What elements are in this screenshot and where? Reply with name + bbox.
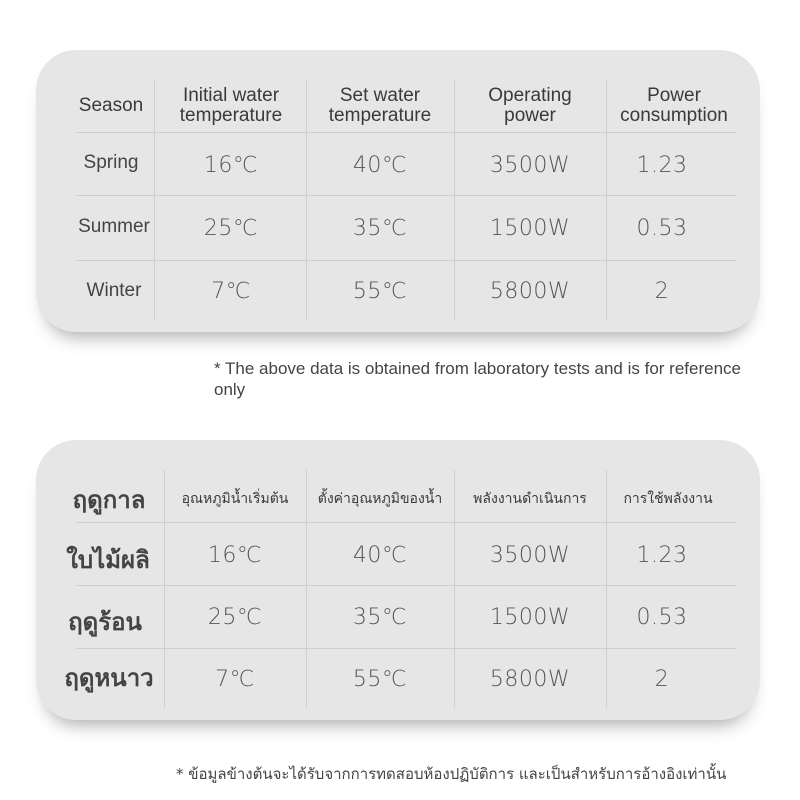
operating-power-value: 5800W [489,666,571,692]
header-power-consumption: Power consumption [620,85,728,126]
header-initial-temp: Initial water temperature [179,85,283,126]
header-set-temp: ตั้งค่าอุณหภูมิของน้ำ [317,491,443,507]
set-temp-value: 55℃ [352,278,408,304]
set-temp-value: 40℃ [352,542,408,568]
row-divider [76,522,736,523]
power-consumption-value: 0.53 [636,604,688,630]
header-set-temp: Set water temperature [328,85,432,126]
set-temp-value: 40℃ [352,152,408,178]
initial-temp-value: 16℃ [203,152,259,178]
power-consumption-value: 1.23 [636,542,688,568]
set-temp-value: 35℃ [352,215,408,241]
thai-table-panel [36,440,760,720]
power-consumption-value: 0.53 [636,215,688,241]
row-label-winter: Winter [86,280,142,301]
row-label-winter: ฤดูหนาว [64,663,154,692]
power-consumption-value: 1.23 [636,152,688,178]
set-temp-value: 35℃ [352,604,408,630]
row-label-summer: Summer [78,216,150,237]
initial-temp-value: 7℃ [211,278,251,304]
row-divider [76,195,736,196]
header-operating-power: Operating power [488,85,572,126]
power-consumption-value: 2 [654,278,670,304]
header-operating-power: พลังงานดำเนินการ [473,491,587,507]
set-temp-value: 55℃ [352,666,408,692]
operating-power-value: 5800W [489,278,571,304]
english-table-panel [36,50,760,332]
initial-temp-value: 7℃ [215,666,255,692]
operating-power-value: 1500W [489,604,571,630]
row-divider [76,260,736,261]
row-label-spring: Spring [83,152,139,173]
header-season: Season [78,95,144,116]
row-divider [76,648,736,649]
header-power-consumption: การใช้พลังงาน [623,491,713,507]
row-divider [76,585,736,586]
row-divider [76,132,736,133]
power-consumption-value: 2 [654,666,670,692]
header-initial-temp: อุณหภูมิน้ำเริ่มต้น [181,491,289,507]
operating-power-value: 1500W [489,215,571,241]
thai-table [36,440,760,720]
initial-temp-value: 25℃ [203,215,259,241]
header-season: ฤดูกาล [72,485,146,514]
operating-power-value: 3500W [489,542,571,568]
english-table [36,50,760,332]
initial-temp-value: 25℃ [207,604,263,630]
disclaimer-note: * The above data is obtained from laboratory tests and is for reference only [214,359,741,399]
initial-temp-value: 16℃ [207,542,263,568]
disclaimer-note-thai: * ข้อมูลข้างต้นจะได้รับจากการทดสอบห้องปฏิบัติการ และเป็นสำหรับการอ้างอิงเท่านั้น [176,765,727,783]
row-label-spring: ใบไม้ผลิ [66,545,150,574]
row-label-summer: ฤดูร้อน [68,607,142,636]
operating-power-value: 3500W [489,152,571,178]
